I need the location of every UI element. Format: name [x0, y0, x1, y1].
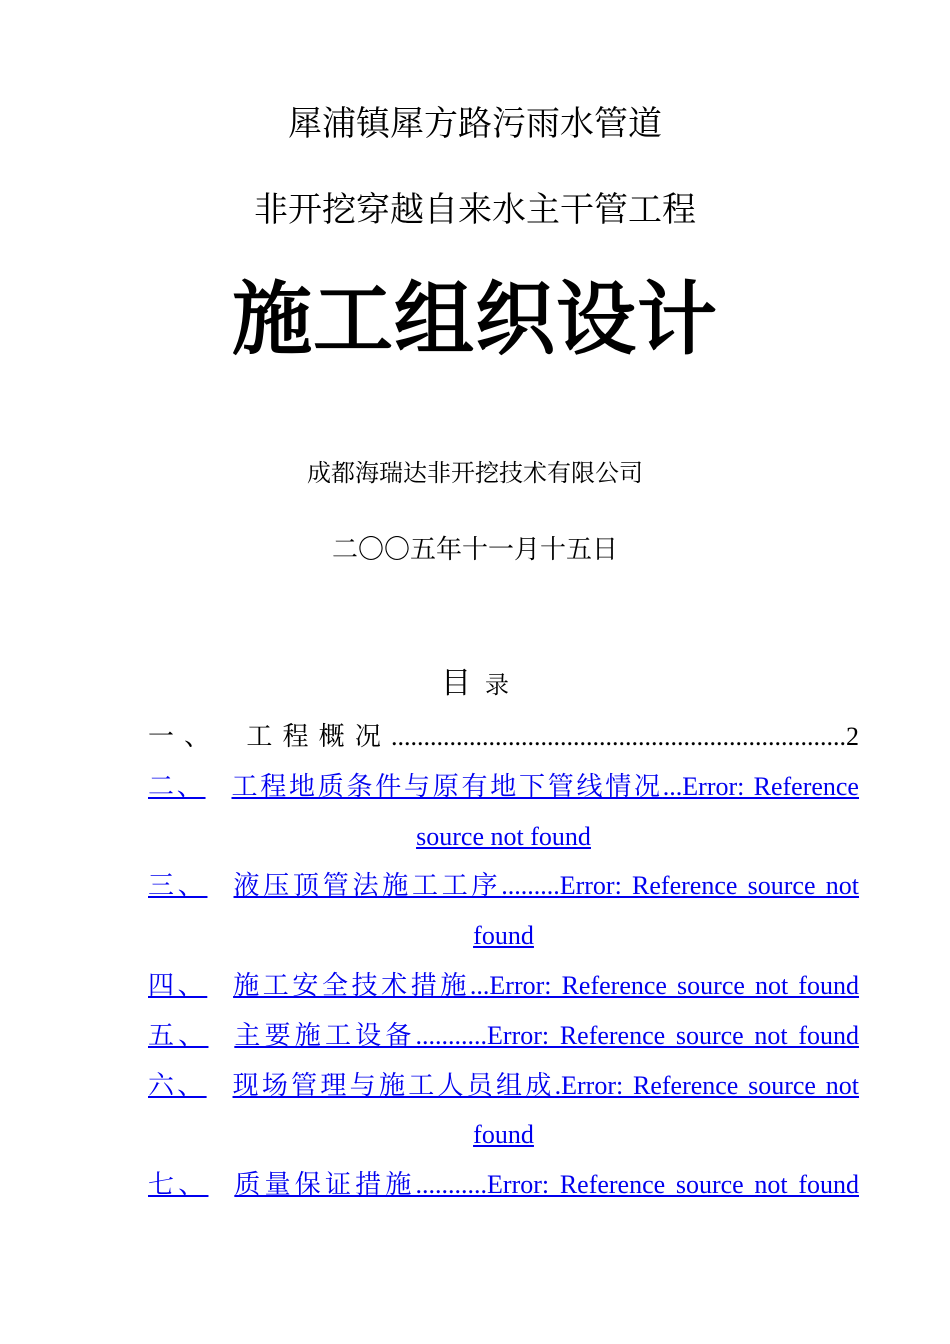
toc-entry-leader: ... — [662, 771, 683, 801]
toc-entry-number: 五、 — [148, 1020, 209, 1050]
toc-entry-title: 施工安全技术措施 — [233, 970, 470, 1000]
toc-entry-leader: ........... — [415, 1020, 488, 1050]
toc-entry-title: 液压顶管法施工工序 — [233, 871, 502, 901]
toc-heading-char1: 目 — [441, 666, 471, 701]
toc-entry-4[interactable] — [148, 961, 859, 1011]
toc-entry-title: 质量保证措施 — [234, 1170, 416, 1200]
toc-entry-number: 一、 — [148, 722, 221, 751]
toc-entry-number: 四、 — [148, 970, 208, 1000]
toc-entry-3[interactable] — [148, 861, 859, 961]
project-title-line1: 犀浦镇犀方路污雨水管道 — [288, 104, 662, 144]
toc-entry-leader: ...................................................................... — [390, 722, 846, 751]
toc-entry-title: 工程概况 — [246, 722, 391, 751]
toc-entry-number: 二、 — [148, 771, 206, 801]
table-of-contents — [148, 712, 859, 1210]
toc-entry-page: Error: Reference source not found — [489, 970, 859, 1000]
toc-entry-number: 七、 — [148, 1170, 209, 1200]
project-title-line2: 非开挖穿越自来水主干管工程 — [254, 190, 696, 230]
toc-entry-page: 2 — [845, 722, 859, 751]
toc-entry-title: 现场管理与施工人员组成 — [232, 1070, 555, 1100]
company-name: 成都海瑞达非开挖技术有限公司 — [307, 459, 643, 487]
toc-entry-title: 主要施工设备 — [234, 1020, 416, 1050]
document-date: 二〇〇五年十一月十五日 — [331, 535, 618, 565]
document-main-title: 施工组织设计 — [232, 273, 718, 366]
toc-entry-number: 六、 — [148, 1070, 207, 1100]
toc-entry-number: 三、 — [148, 871, 208, 901]
toc-entry-page: Error: Reference source not found — [473, 1070, 859, 1150]
toc-heading-char2: 录 — [485, 671, 509, 699]
toc-entry-7[interactable] — [148, 1160, 859, 1210]
toc-entry-page: Error: Reference source not found — [487, 1170, 859, 1200]
toc-entry-leader: ......... — [501, 871, 560, 901]
toc-entry-title: 工程地质条件与原有地下管线情况 — [231, 771, 663, 801]
toc-entry-leader: ........... — [415, 1170, 488, 1200]
toc-entry-page: Error: Reference source not found — [473, 871, 859, 951]
toc-entry-page: Error: Reference source not found — [416, 771, 859, 851]
toc-entry-1[interactable] — [148, 712, 859, 762]
toc-heading — [0, 662, 950, 707]
toc-entry-page: Error: Reference source not found — [487, 1020, 859, 1050]
toc-entry-leader: ... — [469, 970, 490, 1000]
toc-entry-2[interactable] — [148, 762, 859, 862]
toc-entry-5[interactable] — [148, 1011, 859, 1061]
toc-entry-6[interactable] — [148, 1061, 859, 1161]
toc-entry-leader: . — [554, 1070, 562, 1100]
